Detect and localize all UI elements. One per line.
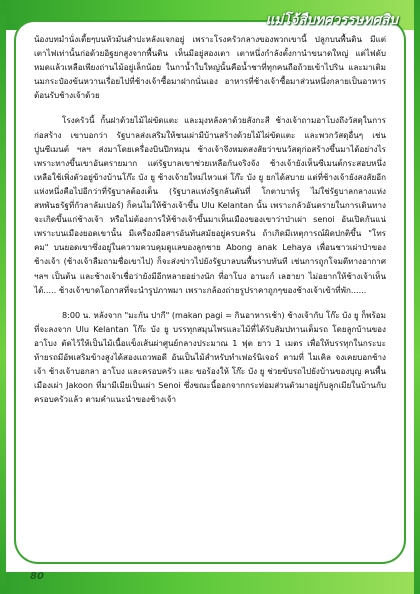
- body-text: [34, 32, 386, 417]
- page-number: 80: [30, 571, 44, 582]
- paragraph-3: 8:00 น. หลังจาก "มะกัน ปากี" (makan pagi = กินอาหารเช้า) ช้างเจ้ากับ โก๊ะ บัง ยู ก็พร้อมที่จะลงจาก Ulu Kelantan โก๊ะ บัง ยู บรรทุกสมุนไพรและไม้ที่ได้รับสัมปทานเต็มรถ โดยลูกบ้านของ อาโบง ตัดไว้ให้เป็นไม้เนื้อแข็งเส้นผ่าศูนย์กลางประมาณ 1 ฟุต ยาว 1 เมตร เพื่อให้บรรทุกในกระบะท้ายรถมีอัพเสริมข้างสูงได้สองแถวพอดี อันเป็นไม้สำหรับทำเฟอร์นิเจอร์ ตามที่ ไมเคิล จงเคยบอกช้างเจ้า ช้างเจ้าบอกลา อาโบง และครอบครัว และ ขอร้องให้ โก๊ะ บัง ยู ช่วยขับรถไปยังบ้านของบุญ คนพื้นเมืองเผ่า Jakoon ที่มามีเมียเป็นเผ่า Senoi ซึ่งขณะนี้ออกจากกระท่อมส่วนตัวมาอยู่กับลูกเมียในบ้านกับครอบครัวแล้ว ตามคำแนะนำของช้างเจ้า: [34, 309, 386, 405]
- footer-band: [0, 572, 420, 594]
- right-border-band: [414, 0, 420, 594]
- header-title: แม่โจ้สืบทศวรรษทศสิบ: [265, 12, 398, 28]
- paragraph-2: โรงครัวนี้ กั้นฝาด้วยไม้ไผ่ขัดแตะ และมุงหลังคาด้วยสังกะสี ช้างเจ้าถามอาโบงถึงวัสดุในการก่อสร้าง เขาบอกว่า รัฐบาลส่งเสริมให้ชนเผ่ามีบ้านสร้างด้วยไม้ไผ่ขัดแตะ และพวกวัสดุอื่นๆ เช่นปูนซีเมนต์ ฯลฯ ส่งมาโดยเครื่องบินปีกหมุน ช้างเจ้าจึงหมดสงสัยว่าขนวัสดุก่อสร้างขึ้นมาได้อย่างไร เพราะทางขึ้นเขาอันตรายมาก แต่รัฐบาลเขาช่วยเหลือกันจริงจัง ช้างเจ้ายังเห็นซีเมนต์กระสอบหนึ่งเหลือใช้เพิ่งตัวอยู่ข้างบ้านโก๊ะ บัง ยู ช้างเจ้ายใหม่ไหวแต่ โก๊ะ บัง ยู ยกได้สบาย แต่ที่ช้างเจ้ายังสงสัยอีกแห่งหนึ่งคือไปอีกว่าที่รัฐบาลต้องเต็น (รัฐบาลแห่งรัฐกลันตันที่ โกตาบาห์รู ไม่ใช่รัฐบาลกลางแห่งสหพันธรัฐที่กัวลาลัมเปอร์) ก็คนไมให้ช้างเจ้าขึ้น Ulu Kelantan นั้น เพราะกลัวอันตรายในการเดินทางจะเกิดขึ้นแก่ช้างเจ้า หรือไม่ต้องการให้ช้างเจ้าขึ้นมาเห็นเมืองของเขาว่าป่าเผ่า senoi อันเปิดกันแน่ เพราะบนเมืองยอดเขานั้น มีเครื่องมือสารอันทันสมัยอยู่ครบครัน ถ้าเกิดมีเหตุการณ์ผิดปกติขึ้น "โทรคม" บนยอดเขาซึ่งอยู่ในความควบคุมดูแลของลูกชาย Abong anak Lehaya เพื่อนชาวเผ่าป่าของช้างเจ้า (ช้างเจ้าลืมถามชื่อเขาไป) ก็จะส่งข่าวไปยังรัฐบาลบนพื้นราบทันที เช่นการถูกโจมตีทางอากาศ ฯลฯ เป็นต้น และช้างเจ้าเชื่อว่ายังมีอีกหลายอย่างนัก ที่อาโบง อานะก์ เลฮายา ไม่อยากให้ช้างเจ้าเห็นได้..... ช้างเจ้าขาดโอกาสที่จะนำรูปภาพมา เพราะกล้องถ่ายรูปราคาถูกๆของช้างเจ้าเข้าที่พัก......: [34, 115, 386, 295]
- paragraph-1: น้องบทมำนั่งเตี้ยๆบนหัวมันสำปะหลังแจกอยู่ เพราะโรงครัวกลางของพวกเขานี้ ปลูกบนพื้นดิน มีแต่เตาไฟเท่านั้นก่อด้วยอิฐยกสูงจากพื้นดิน เห็นมีอยู่สองเตา เตาหนึ่งกำลังตั้งกานำขนาดใหญ่ แต่ไฟดับหมดแล้วเหลือเพียงถ่านไม้อยู่เล็กน้อย ในกาน้ำใบใหญ่นั้นคือน้ำชาที่ทุกคนถือถ้วยเข้าไปริน และมาเติมนมกระป๋องข้นหวานเรื่อยไปที่ช้างเจ้าซื้อมาฝากนั่นเอง อาหารที่ช้างเจ้าซื้อมาส่วนหนึ่งกลายเป็นอาหารต้อนรับช้างเจ้าด้วย: [34, 34, 386, 101]
- left-border-band: [0, 0, 6, 594]
